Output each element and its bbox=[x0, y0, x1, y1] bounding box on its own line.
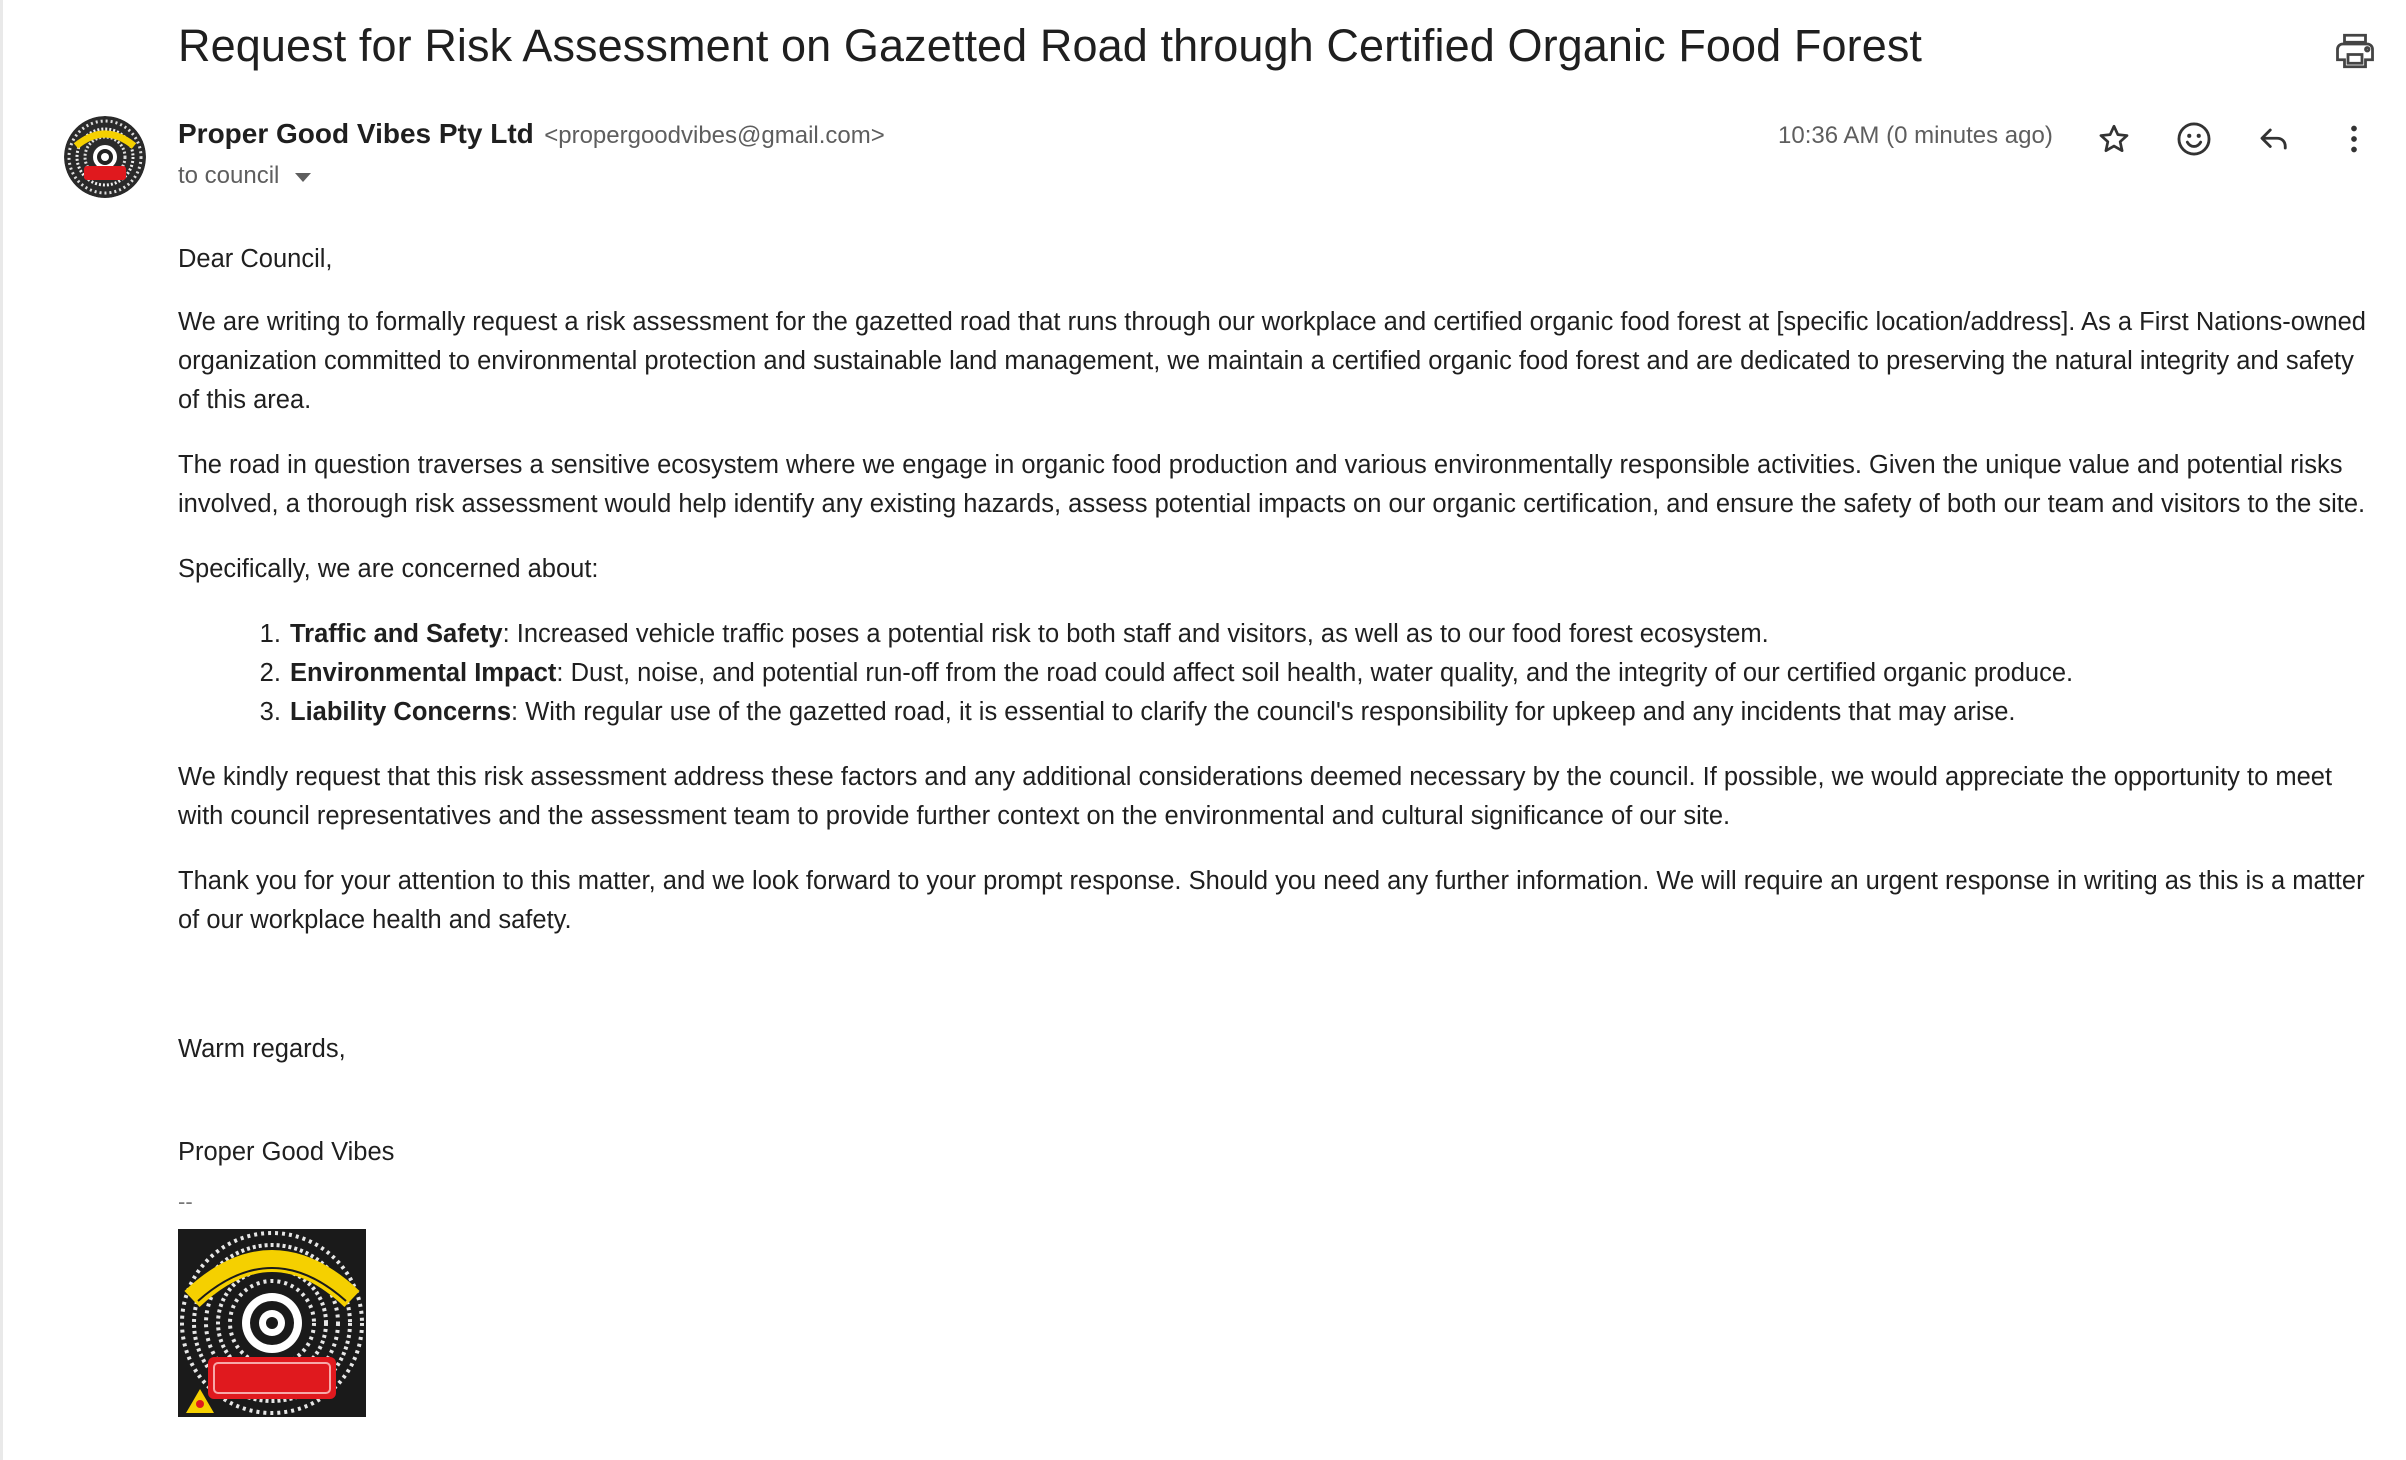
signoff: Warm regards, bbox=[178, 1035, 346, 1063]
concern-title: Liability Concerns bbox=[290, 698, 512, 726]
greeting: Dear Council, bbox=[178, 245, 333, 273]
concern-text: : With regular use of the gazetted road, it is essential to clarify the council's responsibility for upkeep and any incidents that may arise. bbox=[511, 698, 2016, 726]
list-item bbox=[288, 654, 2378, 693]
left-border bbox=[0, 0, 3, 1460]
closing-paragraph-2: Thank you for your attention to this matter, and we look forward to your prompt response. Should you need any further information. We will require an urgent response in writing as this is a matter of our workplace health and safety. bbox=[178, 867, 2365, 934]
signature-separator: -- bbox=[178, 1189, 193, 1214]
concern-text: : Increased vehicle traffic poses a potential risk to both staff and visitors, as well as to our food forest ecosystem. bbox=[502, 620, 1769, 648]
closing-paragraph-1: We kindly request that this risk assessment address these factors and any additional considerations deemed necessary by the council. If possible, we would appreciate the opportunity to meet with council representatives and the assessment team to provide further context on the environmental and cultural significance of our site. bbox=[178, 763, 2333, 830]
sender-avatar[interactable] bbox=[64, 116, 146, 198]
list-item bbox=[288, 615, 2378, 654]
reply-icon[interactable] bbox=[2251, 116, 2297, 162]
concern-text: : Dust, noise, and potential run-off from the road could affect soil health, water quality, and the integrity of our certified organic produce. bbox=[556, 659, 2074, 687]
emoji-icon[interactable] bbox=[2171, 116, 2217, 162]
sender-name[interactable]: Proper Good Vibes Pty Ltd bbox=[178, 118, 534, 149]
concern-title: Traffic and Safety bbox=[290, 620, 503, 648]
print-icon[interactable] bbox=[2334, 30, 2376, 72]
timestamp: 10:36 AM (0 minutes ago) bbox=[1778, 122, 2053, 149]
body-paragraph-1: We are writing to formally request a risk assessment for the gazetted road that runs through our workplace and certified organic food forest at [specific location/address]. As a First Nations-owned organization committed to environmental protection and sustainable land management, we maintain a certified organic food forest and are dedicated to preserving the natural integrity and safety of this area. bbox=[178, 308, 2366, 414]
more-vert-icon[interactable] bbox=[2331, 116, 2377, 162]
recipients-toggle[interactable] bbox=[178, 162, 311, 190]
list-item bbox=[288, 693, 2378, 732]
concerns-list bbox=[178, 615, 2378, 732]
concern-title: Environmental Impact bbox=[290, 659, 557, 687]
star-icon[interactable] bbox=[2091, 116, 2137, 162]
recipients-label: to council bbox=[178, 162, 280, 189]
body-paragraph-3: Specifically, we are concerned about: bbox=[178, 555, 599, 583]
sender-email: <propergoodvibes@gmail.com> bbox=[544, 122, 885, 149]
sender-line bbox=[178, 118, 885, 150]
body-paragraph-2: The road in question traverses a sensitive ecosystem where we engage in organic food production and various environmentally responsible activities. Given the unique value and potential risks involved, a thorough risk assessment would help identify any existing hazards, assess potential impacts on our organic certification, and ensure the safety of both our team and visitors to the site. bbox=[178, 451, 2366, 518]
signature-name: Proper Good Vibes bbox=[178, 1138, 395, 1166]
signature-logo bbox=[178, 1229, 366, 1417]
email-body bbox=[178, 240, 2378, 1417]
email-subject: Request for Risk Assessment on Gazetted Road through Certified Organic Food Forest bbox=[178, 20, 1923, 71]
chevron-down-icon[interactable] bbox=[295, 173, 311, 182]
